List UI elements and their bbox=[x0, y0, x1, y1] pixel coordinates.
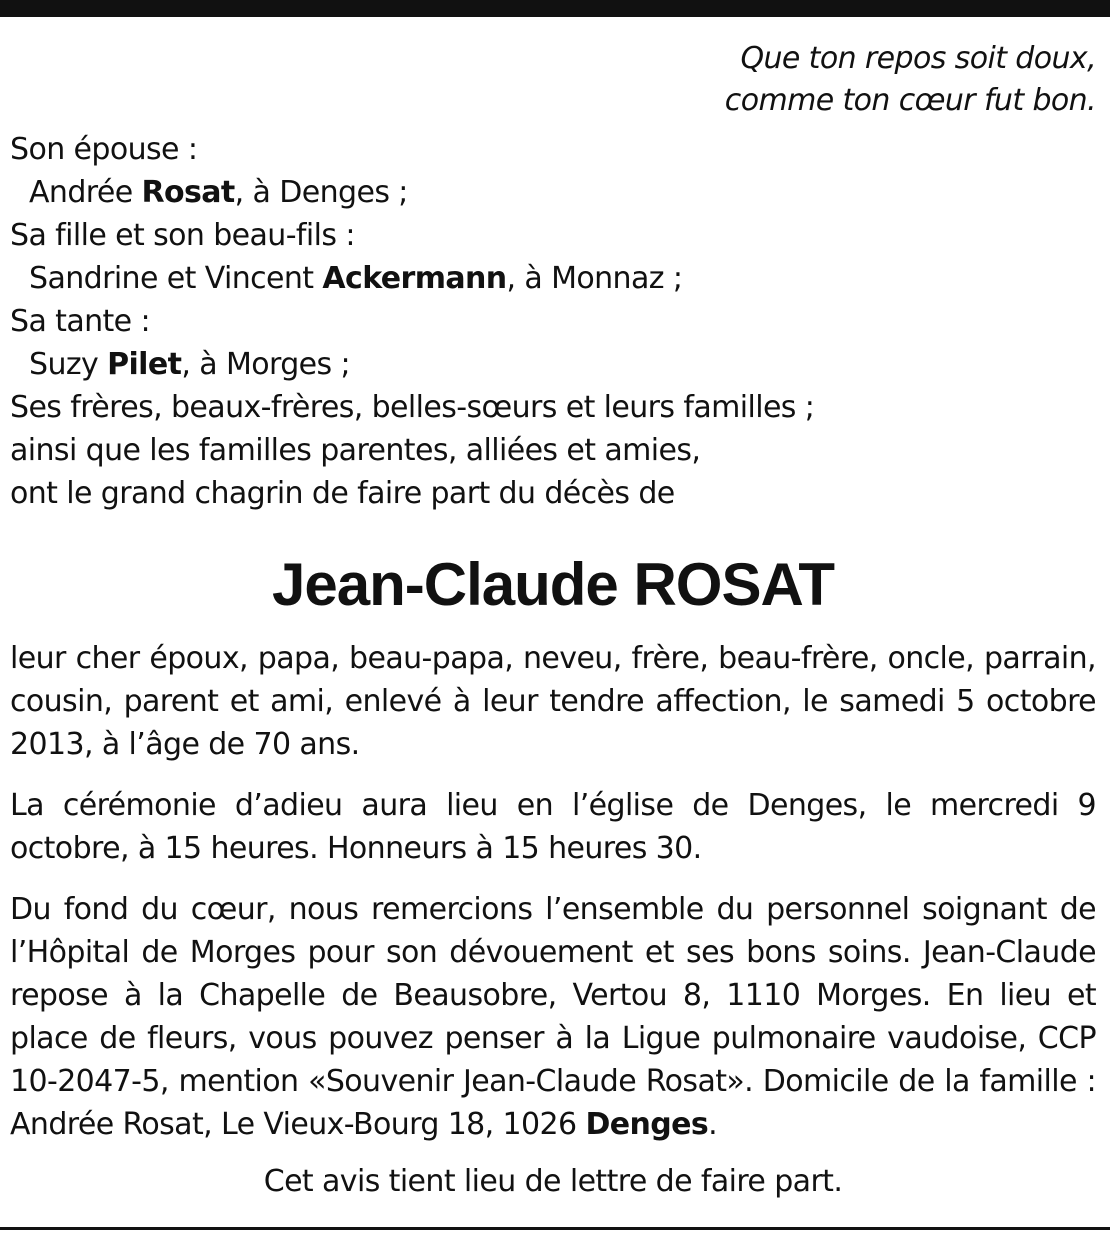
aunt-entry bbox=[10, 343, 1096, 386]
closing-line: Cet avis tient lieu de lettre de faire part. bbox=[263, 1164, 843, 1199]
spouse-first-name: Andrée bbox=[29, 175, 142, 210]
spouse-entry bbox=[10, 171, 1096, 214]
thanks-text: Du fond du cœur, nous remercions l’ensemble du personnel soignant de l’Hôpital de Morges pour son dévouement et ses bons soins. bbox=[10, 892, 1096, 970]
bottom-border-rule bbox=[0, 1227, 1110, 1230]
family-list bbox=[10, 128, 1096, 515]
epigraph-line-1: Que ton repos soit doux, bbox=[740, 41, 1096, 76]
daughter-heading: Sa fille et son beau-fils : bbox=[10, 218, 355, 253]
ceremony-paragraph: La cérémonie d’adieu aura lieu en l’église de Denges, le mercredi 9 octobre, à 15 heures. Honneurs à 15 heures 30. bbox=[10, 788, 1096, 866]
donation-text: En lieu et place de fleurs, vous pouvez penser à la Ligue pulmonaire vaudoise, CCP 10-2047-5, mention «Souvenir Jean-Claude Rosat». bbox=[10, 978, 1097, 1099]
epigraph bbox=[10, 38, 1096, 122]
domicile-town: Denges bbox=[585, 1107, 709, 1142]
aunt-heading: Sa tante : bbox=[10, 304, 150, 339]
aunt-last-name: Pilet bbox=[107, 347, 182, 382]
spouse-heading: Son épouse : bbox=[10, 132, 198, 167]
death-notice bbox=[10, 38, 1096, 1203]
siblings-line: Ses frères, beaux-frères, belles-sœurs et leurs familles ; bbox=[10, 390, 815, 425]
domicile-suffix: . bbox=[708, 1107, 718, 1142]
aunt-place: , à Morges ; bbox=[181, 347, 350, 382]
thanks-paragraph bbox=[10, 888, 1096, 1146]
domicile-prefix: Domicile de la famille : Andrée Rosat, Le Vieux-Bourg 18, 1026 bbox=[10, 1064, 1097, 1142]
deceased-name: Jean-Claude ROSAT bbox=[272, 551, 834, 618]
spouse-place: , à Denges ; bbox=[234, 175, 408, 210]
description-paragraph: leur cher époux, papa, beau-papa, neveu, frère, beau-frère, oncle, parrain, cousin, parent et ami, enlevé à leur tendre affection, le samedi 5 octobre 2013, à l’âge de 70 ans. bbox=[10, 641, 1096, 762]
aunt-first-name: Suzy bbox=[29, 347, 108, 382]
top-border-rule bbox=[0, 0, 1110, 17]
rest-place-text: Jean-Claude repose à la Chapelle de Beausobre, Vertou 8, 1110 Morges. bbox=[10, 935, 1096, 1013]
relatives-line: ainsi que les familles parentes, alliées et amies, bbox=[10, 433, 701, 468]
epigraph-line-2: comme ton cœur fut bon. bbox=[724, 83, 1096, 118]
daughter-first-names: Sandrine et Vincent bbox=[29, 261, 323, 296]
announcement-line: ont le grand chagrin de faire part du décès de bbox=[10, 476, 675, 511]
spouse-last-name: Rosat bbox=[141, 175, 235, 210]
daughter-entry bbox=[10, 257, 1096, 300]
daughter-place: , à Monnaz ; bbox=[506, 261, 683, 296]
daughter-last-name: Ackermann bbox=[322, 261, 507, 296]
